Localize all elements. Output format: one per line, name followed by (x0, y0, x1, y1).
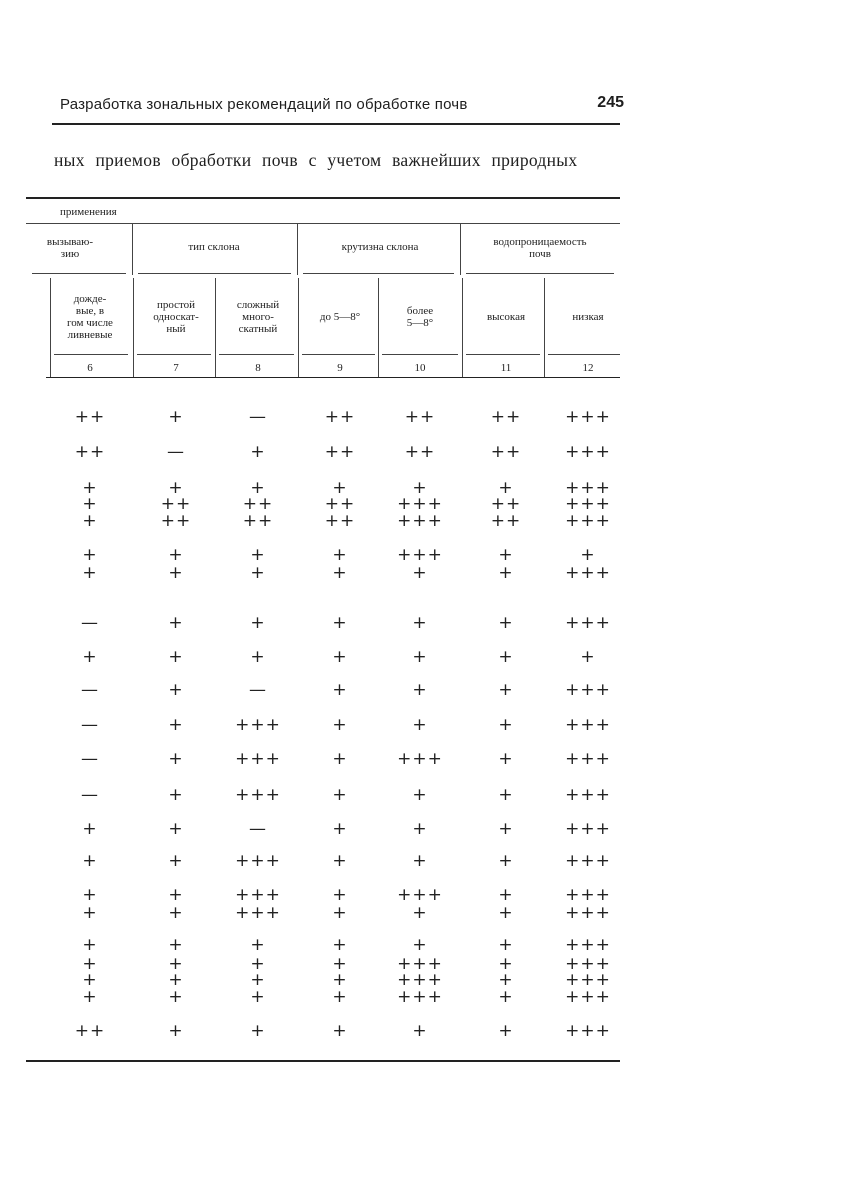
table-cell: + (498, 715, 514, 735)
column-label-rule (137, 354, 211, 355)
table-cell: +++ (397, 954, 443, 974)
table-cell: ++ (490, 442, 522, 462)
table-cell: +++ (565, 935, 611, 955)
table-cell: + (168, 478, 184, 498)
table-cell: + (168, 819, 184, 839)
table-cell: — (81, 680, 99, 700)
table-cell: +++ (235, 785, 281, 805)
table-cell: + (498, 785, 514, 805)
table-cell: ++ (160, 494, 192, 514)
column-label-rule (548, 354, 620, 355)
table-cell: + (168, 613, 184, 633)
table-cell: ++ (160, 511, 192, 531)
table-cell: + (332, 1021, 348, 1041)
table-cell: + (580, 647, 596, 667)
table-cell: ++ (242, 494, 274, 514)
table-cell: +++ (235, 715, 281, 735)
column-group-label: вызываю- зию (46, 236, 94, 260)
column-label: более 5—8° (406, 305, 434, 329)
table-cell: + (412, 680, 428, 700)
table-top-rule (26, 197, 620, 199)
table-cell: + (250, 987, 266, 1007)
table-cell: — (249, 819, 267, 839)
table-cell: + (250, 613, 266, 633)
column-label: сложный много- скатный (236, 299, 280, 335)
column-label: дожде- вые, в гом числе ливневые (67, 293, 113, 341)
table-cell: + (82, 935, 98, 955)
table-cell: + (498, 851, 514, 871)
table-cell: + (168, 563, 184, 583)
table-cell: ++ (324, 407, 356, 427)
table-cell: +++ (565, 970, 611, 990)
table-cell: + (332, 715, 348, 735)
table-cell: + (82, 819, 98, 839)
table-cell: + (332, 478, 348, 498)
table-cell: ++ (490, 407, 522, 427)
table-cell: +++ (565, 819, 611, 839)
table-cell: +++ (565, 494, 611, 514)
table-cell: + (498, 903, 514, 923)
column-label-rule (302, 354, 375, 355)
table-cell: + (498, 987, 514, 1007)
table-cell: ++ (404, 407, 436, 427)
table-cell: + (332, 749, 348, 769)
table-cell: ++ (490, 511, 522, 531)
table-cell: +++ (565, 407, 611, 427)
table-cell: ++ (404, 442, 436, 462)
table-cell: + (168, 954, 184, 974)
table-cell: +++ (565, 1021, 611, 1041)
column-label: простой односкат- ный (153, 299, 199, 335)
table-cell: + (168, 647, 184, 667)
table-cell: + (498, 885, 514, 905)
column-number: 10 (414, 362, 426, 374)
table-cell: +++ (565, 851, 611, 871)
table-cell: + (332, 851, 348, 871)
table-cell: + (498, 819, 514, 839)
table-cell: + (82, 903, 98, 923)
table-cell: + (332, 885, 348, 905)
table-cell: +++ (565, 749, 611, 769)
table-cell: — (81, 715, 99, 735)
column-number: 9 (337, 362, 343, 374)
table-cell: + (168, 785, 184, 805)
table-cell: — (81, 749, 99, 769)
column-divider-6 (544, 278, 545, 378)
table-cell: + (250, 545, 266, 565)
column-label-rule (466, 354, 540, 355)
column-group-rule (303, 273, 454, 274)
table-cell: + (82, 494, 98, 514)
table-cell: +++ (397, 987, 443, 1007)
table-cell: + (250, 563, 266, 583)
table-cell: + (332, 785, 348, 805)
table-cell: + (250, 478, 266, 498)
table-cell: + (168, 987, 184, 1007)
table-cell: + (250, 954, 266, 974)
table-cell: +++ (235, 885, 281, 905)
column-divider-5 (462, 278, 463, 378)
column-label-rule (382, 354, 458, 355)
table-cell: +++ (565, 785, 611, 805)
table-cell: + (82, 970, 98, 990)
table-cell: +++ (565, 885, 611, 905)
table-cell: +++ (397, 545, 443, 565)
table-cell: + (250, 1021, 266, 1041)
table-cell: +++ (565, 680, 611, 700)
table-cell: + (332, 613, 348, 633)
table-cell: + (168, 749, 184, 769)
table-cell: +++ (397, 885, 443, 905)
table-cell: + (168, 545, 184, 565)
running-head (56, 96, 626, 120)
column-number: 8 (255, 362, 261, 374)
table-cell: + (250, 442, 266, 462)
table-cell: — (167, 442, 185, 462)
table-cell: +++ (565, 954, 611, 974)
table-cell: ++ (490, 494, 522, 514)
table-cell: + (82, 885, 98, 905)
table-cell: +++ (565, 442, 611, 462)
table-cell: + (498, 935, 514, 955)
table-bottom-rule (26, 1060, 620, 1062)
table-cell: — (249, 407, 267, 427)
table-cell: ++ (242, 511, 274, 531)
column-label: высокая (486, 311, 526, 323)
table-cell: + (332, 935, 348, 955)
table-cell: ++ (324, 442, 356, 462)
table-cell: +++ (565, 511, 611, 531)
table-cell: + (82, 478, 98, 498)
column-group-rule (32, 273, 126, 274)
table-cell: +++ (565, 563, 611, 583)
table-cell: ++ (74, 407, 106, 427)
table-cell: + (412, 715, 428, 735)
table-cell: + (332, 545, 348, 565)
table-cell: + (498, 1021, 514, 1041)
table-cell: + (498, 954, 514, 974)
column-divider-4 (378, 278, 379, 378)
group-header-label: применения (60, 206, 117, 218)
table-cell: + (168, 935, 184, 955)
table-cell: + (412, 613, 428, 633)
table-cell: +++ (235, 749, 281, 769)
table-cell: + (412, 1021, 428, 1041)
column-group-label: тип склона (188, 241, 240, 253)
column-label-rule (54, 354, 128, 355)
column-number: 6 (87, 362, 93, 374)
table-cell: +++ (565, 903, 611, 923)
table-cell: + (412, 903, 428, 923)
header-bottom-rule (46, 377, 620, 378)
table-cell: ++ (74, 442, 106, 462)
table-cell: +++ (397, 970, 443, 990)
table-cell: +++ (235, 903, 281, 923)
table-cell: + (82, 851, 98, 871)
table-cell: +++ (397, 749, 443, 769)
table-cell: + (82, 563, 98, 583)
table-cell: + (332, 987, 348, 1007)
running-head-title: Разработка зональных рекомендаций по обработке почв (60, 96, 468, 113)
column-divider-3 (298, 278, 299, 378)
table-cell: + (332, 970, 348, 990)
table-cell: +++ (235, 851, 281, 871)
table-cell: + (498, 680, 514, 700)
table-cell: ++ (74, 1021, 106, 1041)
table-cell: ++ (324, 494, 356, 514)
table-cell: + (412, 851, 428, 871)
table-cell: + (498, 749, 514, 769)
table-cell: + (498, 647, 514, 667)
page-number: 245 (597, 94, 624, 111)
table-cell: + (498, 613, 514, 633)
column-label: низкая (572, 311, 604, 323)
table-cell: + (332, 563, 348, 583)
table-cell: +++ (565, 613, 611, 633)
column-number: 12 (582, 362, 594, 374)
table-cell: + (168, 680, 184, 700)
table-cell: + (250, 970, 266, 990)
table-cell: + (168, 851, 184, 871)
table-cell: + (412, 647, 428, 667)
table-cell: +++ (565, 987, 611, 1007)
group-divider-1 (297, 223, 298, 275)
table-cell: + (412, 563, 428, 583)
table-cell: + (332, 903, 348, 923)
table-cell: +++ (565, 715, 611, 735)
column-group-label: водопроницаемость почв (493, 236, 587, 260)
table-cell: + (82, 545, 98, 565)
table-cell: + (250, 935, 266, 955)
table-cell: + (412, 478, 428, 498)
table-cell: + (412, 935, 428, 955)
table-cell: + (498, 545, 514, 565)
table-cell: + (498, 563, 514, 583)
table-cell: + (168, 1021, 184, 1041)
table-cell: +++ (397, 494, 443, 514)
group-header-rule (26, 223, 620, 224)
table-cell: + (250, 647, 266, 667)
column-group-rule (138, 273, 291, 274)
running-head-rule (52, 123, 620, 125)
group-divider-0 (132, 223, 133, 275)
table-cell: + (332, 647, 348, 667)
column-label: до 5—8° (319, 311, 361, 323)
column-divider-1 (133, 278, 134, 378)
table-cell: + (82, 647, 98, 667)
table-cell: + (168, 970, 184, 990)
table-cell: + (412, 785, 428, 805)
column-group-rule (466, 273, 614, 274)
table-cell: — (81, 785, 99, 805)
column-label-rule (219, 354, 294, 355)
table-cell: — (249, 680, 267, 700)
table-cell: + (82, 511, 98, 531)
column-number: 11 (500, 362, 512, 374)
column-number: 7 (173, 362, 179, 374)
table-cell: + (332, 680, 348, 700)
table-cell: + (498, 478, 514, 498)
table-cell: + (580, 545, 596, 565)
table-cell: — (81, 613, 99, 633)
table-cell: + (82, 954, 98, 974)
table-cell: + (498, 970, 514, 990)
table-cell: + (168, 407, 184, 427)
table-cell: + (412, 819, 428, 839)
table-cell: + (332, 819, 348, 839)
table-cell: + (168, 885, 184, 905)
table-cell: +++ (397, 511, 443, 531)
table-cell: + (82, 987, 98, 1007)
table-cell: + (168, 903, 184, 923)
column-group-label: крутизна склона (341, 241, 419, 253)
table-cell: + (332, 954, 348, 974)
table-cell: ++ (324, 511, 356, 531)
table-cell: +++ (565, 478, 611, 498)
table-cell: + (168, 715, 184, 735)
table-caption: ных приемов обработки почв с учетом важнейших природных (54, 150, 578, 170)
